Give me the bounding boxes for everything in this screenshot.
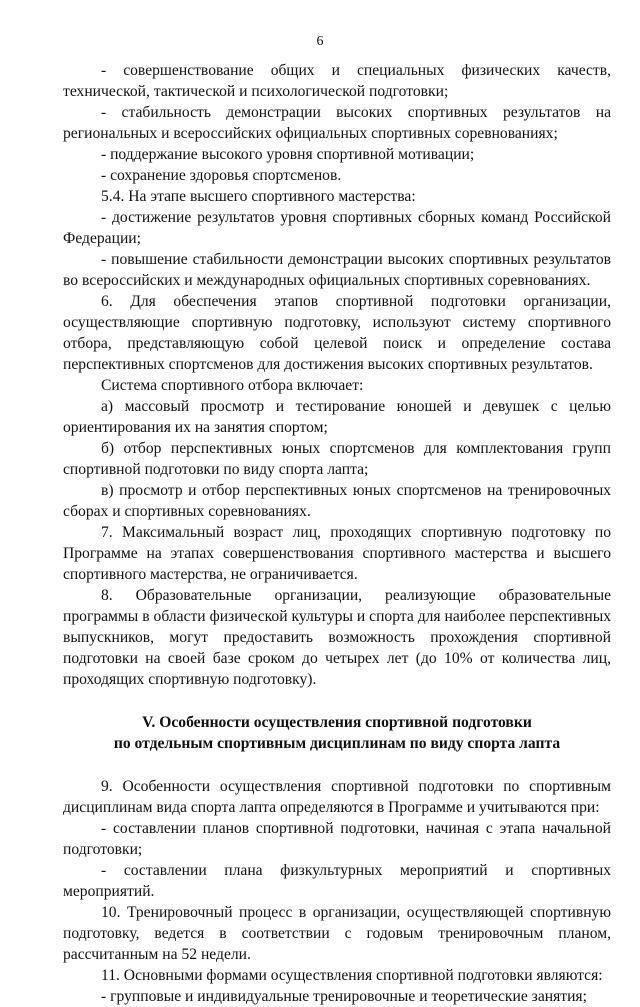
paragraph: 11. Основными формами осуществления спортивной подготовки являются: xyxy=(101,967,603,984)
paragraph: - повышение стабильности демонстрации высоких спортивных результатов во всероссийских и международных официальных спортивных соревнованиях. xyxy=(63,251,611,289)
paragraph: Система спортивного отбора включает: xyxy=(101,377,364,394)
paragraph: - составлении плана физкультурных мероприятий и спортивных мероприятий. xyxy=(63,862,611,900)
spacer xyxy=(63,754,611,776)
paragraph: 8. Образовательные организации, реализующие образовательные программы в области физической культуры и спорта для наиболее перспективных выпускников, могут предоставить возможность прохождения спортивной подготовки на своей базе сроком до четырех лет (до 10% от количества лиц, проходящих спортивную подготовку). xyxy=(63,587,611,688)
paragraph: в) просмотр и отбор перспективных юных спортсменов на тренировочных сборах и спортивных соревнованиях. xyxy=(63,482,611,520)
paragraph: а) массовый просмотр и тестирование юношей и девушек с целью ориентирования их на занятия спортом; xyxy=(63,398,611,436)
paragraph: - составлении планов спортивной подготовки, начиная с этапа начальной подготовки; xyxy=(63,820,611,858)
section-heading xyxy=(63,712,611,754)
paragraph: 5.4. На этапе высшего спортивного мастерства: xyxy=(101,188,416,205)
page-number: 6 xyxy=(316,34,324,49)
paragraph: - совершенствование общих и специальных физических качеств, технической, тактической и психологической подготовки; xyxy=(63,62,611,100)
section-heading-line: V. Особенности осуществления спортивной подготовки xyxy=(142,714,532,731)
spacer xyxy=(63,690,611,712)
paragraph: - сохранение здоровья спортсменов. xyxy=(101,167,342,184)
section-heading-line: по отдельным спортивным дисциплинам по виду спорта лапта xyxy=(113,735,561,752)
paragraph: 6. Для обеспечения этапов спортивной подготовки организации, осуществляющие спортивную подготовку, используют систему спортивного отбора, представляющую собой целевой поиск и определение состава перспективных спортсменов для достижения высоких спортивных результатов. xyxy=(63,293,611,373)
paragraph: - поддержание высокого уровня спортивной мотивации; xyxy=(101,146,475,163)
paragraph: 7. Максимальный возраст лиц, проходящих спортивную подготовку по Программе на этапах совершенствования спортивного мастерства и высшего спортивного мастерства, не ограничивается. xyxy=(63,524,611,583)
paragraph: - групповые и индивидуальные тренировочные и теоретические занятия; xyxy=(101,988,587,1005)
paragraph: - достижение результатов уровня спортивных сборных команд Российской Федерации; xyxy=(63,209,611,247)
paragraph: 9. Особенности осуществления спортивной подготовки по спортивным дисциплинам вида спорта лапта определяются в Программе и учитываются при: xyxy=(63,778,611,816)
paragraph: 10. Тренировочный процесс в организации, осуществляющей спортивную подготовку, ведется в соответствии с годовым тренировочным планом, рассчитанным на 52 недели. xyxy=(63,904,611,963)
paragraph: - стабильность демонстрации высоких спортивных результатов на региональных и всероссийских официальных спортивных соревнованиях; xyxy=(63,104,611,142)
paragraph: б) отбор перспективных юных спортсменов для комплектования групп спортивной подготовки по виду спорта лапта; xyxy=(63,440,611,478)
document-body xyxy=(63,60,611,1007)
